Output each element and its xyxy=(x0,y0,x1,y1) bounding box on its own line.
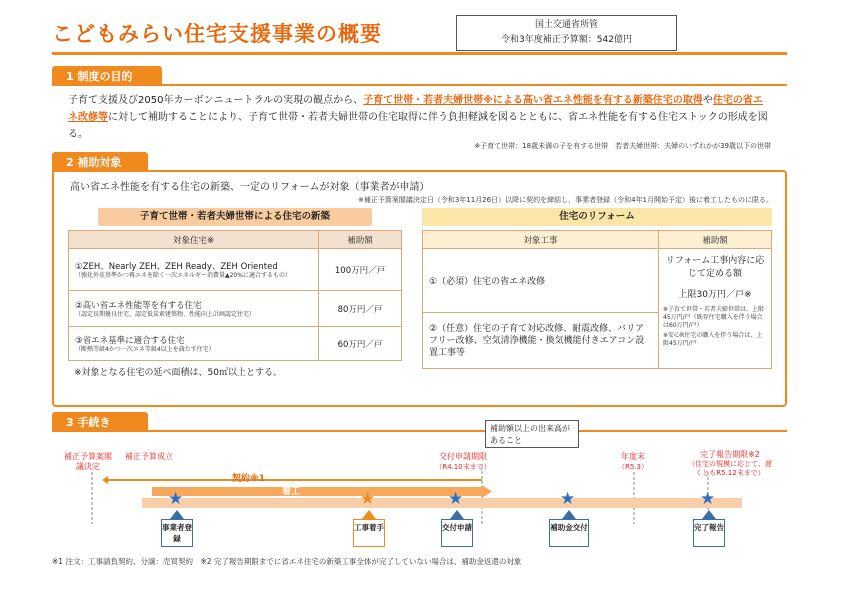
reform-panel xyxy=(422,208,772,369)
section-purpose xyxy=(52,66,787,162)
label-fiscal-text: 年度末 xyxy=(621,452,645,461)
reform-col-amount: 補助額 xyxy=(659,231,772,249)
purpose-highlight-2: 住宅の省エネ改修等 xyxy=(68,95,763,123)
label-report-text: 完了報告期限※2 xyxy=(700,450,760,459)
new-row-amount: 60万円／戸 xyxy=(319,327,402,361)
title-rule xyxy=(52,52,787,55)
star-icon: ★ xyxy=(700,489,716,509)
star-icon: ★ xyxy=(168,489,184,509)
new-row-sub: （強化外皮基準かつ再エネを除く一次エネルギー消費量▲20%に適合するもの） xyxy=(75,271,291,279)
purpose-text-b: や xyxy=(702,95,713,106)
purpose-text-c: に対して補助することにより、子育て世帯・若者夫婦世帯の住宅取得に伴う負担軽減を図るとともに、省エネ性能を有する住宅ストックの形成を図る。 xyxy=(68,112,768,140)
new-build-heading: 子育て世帯・若者夫婦世帯による住宅の新築 xyxy=(98,208,372,226)
reform-note-2: ※安心R住宅の購入を伴う場合は、上限45万円/戸 xyxy=(663,332,763,347)
timeline-graphic xyxy=(52,466,787,526)
construction-arrow-head xyxy=(482,485,492,498)
section-rule xyxy=(52,430,787,432)
new-col-amount: 補助額 xyxy=(319,231,402,249)
purpose-highlight-1: 子育て世帯・若者夫婦世帯※による高い省エネ性能を有する新築住宅の取得 xyxy=(363,95,703,106)
ministry-label: 国土交通省所管 xyxy=(534,20,598,30)
step-report: 完了報告 xyxy=(693,519,725,547)
new-row-sub: （断熱等級4かつ一次エネ等級4以上を満たす住宅） xyxy=(75,345,215,353)
reform-amount-cell xyxy=(659,249,772,369)
arrow-up-icon xyxy=(362,510,376,519)
new-row-title: ②高い省エネ性能等を有する住宅 xyxy=(75,300,202,311)
label-report-sub: （住宅の規模に応じて、遅くともR5.12末まで） xyxy=(688,460,772,477)
budget-box xyxy=(456,15,677,51)
section-tab-target: 2 補助対象 xyxy=(52,152,148,170)
table-row xyxy=(423,249,772,313)
section-target xyxy=(52,152,787,407)
step-start-work: 工事着手 xyxy=(353,519,385,547)
reform-row-1: ①（必須）住宅の省エネ改修 xyxy=(423,249,659,313)
arrow-up-icon xyxy=(562,510,576,519)
arrow-up-icon xyxy=(450,510,464,519)
page-title: こどもみらい住宅支援事業の概要 xyxy=(52,22,382,46)
target-box xyxy=(52,170,787,407)
new-row-amount: 100万円／戸 xyxy=(319,249,402,291)
page-footnote: ※1 注文：工事請負契約、分譲：売買契約 ※2 完了報告期限までに省エネ住宅の新築工事全体が完了していない場合は、補助金返還の対象 xyxy=(52,557,522,566)
reform-note-1: ※子育て世帯・若者夫婦世帯は、上限45万円/戸（既存住宅購入を伴う場合は60万円/戸） xyxy=(663,306,765,329)
contract-arrow xyxy=(102,476,482,484)
budget-amount: 令和3年度補正予算額：542億円 xyxy=(501,35,632,45)
purpose-body xyxy=(52,86,787,162)
new-row-sub: （認定長期優良住宅、認定低炭素建築物、性能向上計画認定住宅） xyxy=(75,310,256,318)
construction-label: 着工 xyxy=(282,487,301,497)
arrow-up-icon xyxy=(702,510,716,519)
new-row-title: ①ZEH、Nearly ZEH、ZEH Ready、ZEH Oriented xyxy=(75,261,278,272)
section-tab-purpose: 1 制度の目的 xyxy=(52,66,162,84)
new-col-target: 対象住宅※ xyxy=(69,231,319,249)
reform-heading: 住宅のリフォーム xyxy=(422,208,772,226)
contract-label: 契約※1 xyxy=(232,474,266,484)
label-cabinet: 補正予算案閣議決定 xyxy=(64,452,112,471)
new-build-note: ※対象となる住宅の延べ面積は、50㎡以上とする。 xyxy=(74,368,282,378)
timeline-bar xyxy=(142,498,742,508)
table-row xyxy=(69,249,402,291)
new-row-title: ③省エネ基準に適合する住宅 xyxy=(75,335,185,346)
reform-row-2: ②（任意）住宅の子育て対応改修、耐震改修、バリアフリー改修、空気清浄機能・換気機能付きエアコン設置工事等 xyxy=(423,313,659,369)
callout-box: 補助額以上の出来高があること xyxy=(485,420,579,448)
new-row-amount: 80万円／戸 xyxy=(319,291,402,327)
star-icon: ★ xyxy=(560,489,576,509)
construction-band xyxy=(152,487,482,496)
reform-table xyxy=(422,230,772,369)
star-icon: ★ xyxy=(360,489,376,509)
new-build-panel xyxy=(68,208,402,378)
table-row xyxy=(69,327,402,361)
section-tab-procedure: 3 手続き xyxy=(52,412,148,430)
label-apply-sub: （R4.10末まで） xyxy=(435,463,491,471)
purpose-text-a: 子育て支援及び2050年カーボンニュートラルの実現の観点から、 xyxy=(68,95,364,106)
star-icon: ★ xyxy=(448,489,464,509)
target-note: ※補正予算案閣議決定日（令和3年11月26日）以降に契約を締結し、事業者登録（令和4年1月開始予定）後に着工したものに限る。 xyxy=(357,196,773,204)
reform-col-work: 対象工事 xyxy=(423,231,659,249)
step-grant: 補助金交付 xyxy=(549,519,589,547)
label-fiscal-sub: （R5.3） xyxy=(618,463,648,471)
target-lead: 高い省エネ性能を有する住宅の新築、一定のリフォームが対象（事業者が申請） xyxy=(70,182,430,193)
label-budget: 補正予算成立 xyxy=(125,452,173,461)
label-apply-text: 交付申請期限 xyxy=(439,452,487,461)
table-row xyxy=(69,291,402,327)
step-register: 事業者登録 xyxy=(161,519,193,547)
arrow-up-icon xyxy=(170,510,184,519)
purpose-text xyxy=(68,92,771,143)
new-build-table xyxy=(68,230,402,361)
reform-amount-1: リフォーム工事内容に応じて定める額 xyxy=(665,256,765,279)
purpose-footnote: ※子育て世帯：18歳未満の子を有する世帯 若者夫婦世帯：夫婦のいずれかが39歳以下の世帯 xyxy=(474,142,771,150)
reform-amount-2: 上限30万円／戸※ xyxy=(678,290,752,300)
step-apply: 交付申請 xyxy=(441,519,473,547)
